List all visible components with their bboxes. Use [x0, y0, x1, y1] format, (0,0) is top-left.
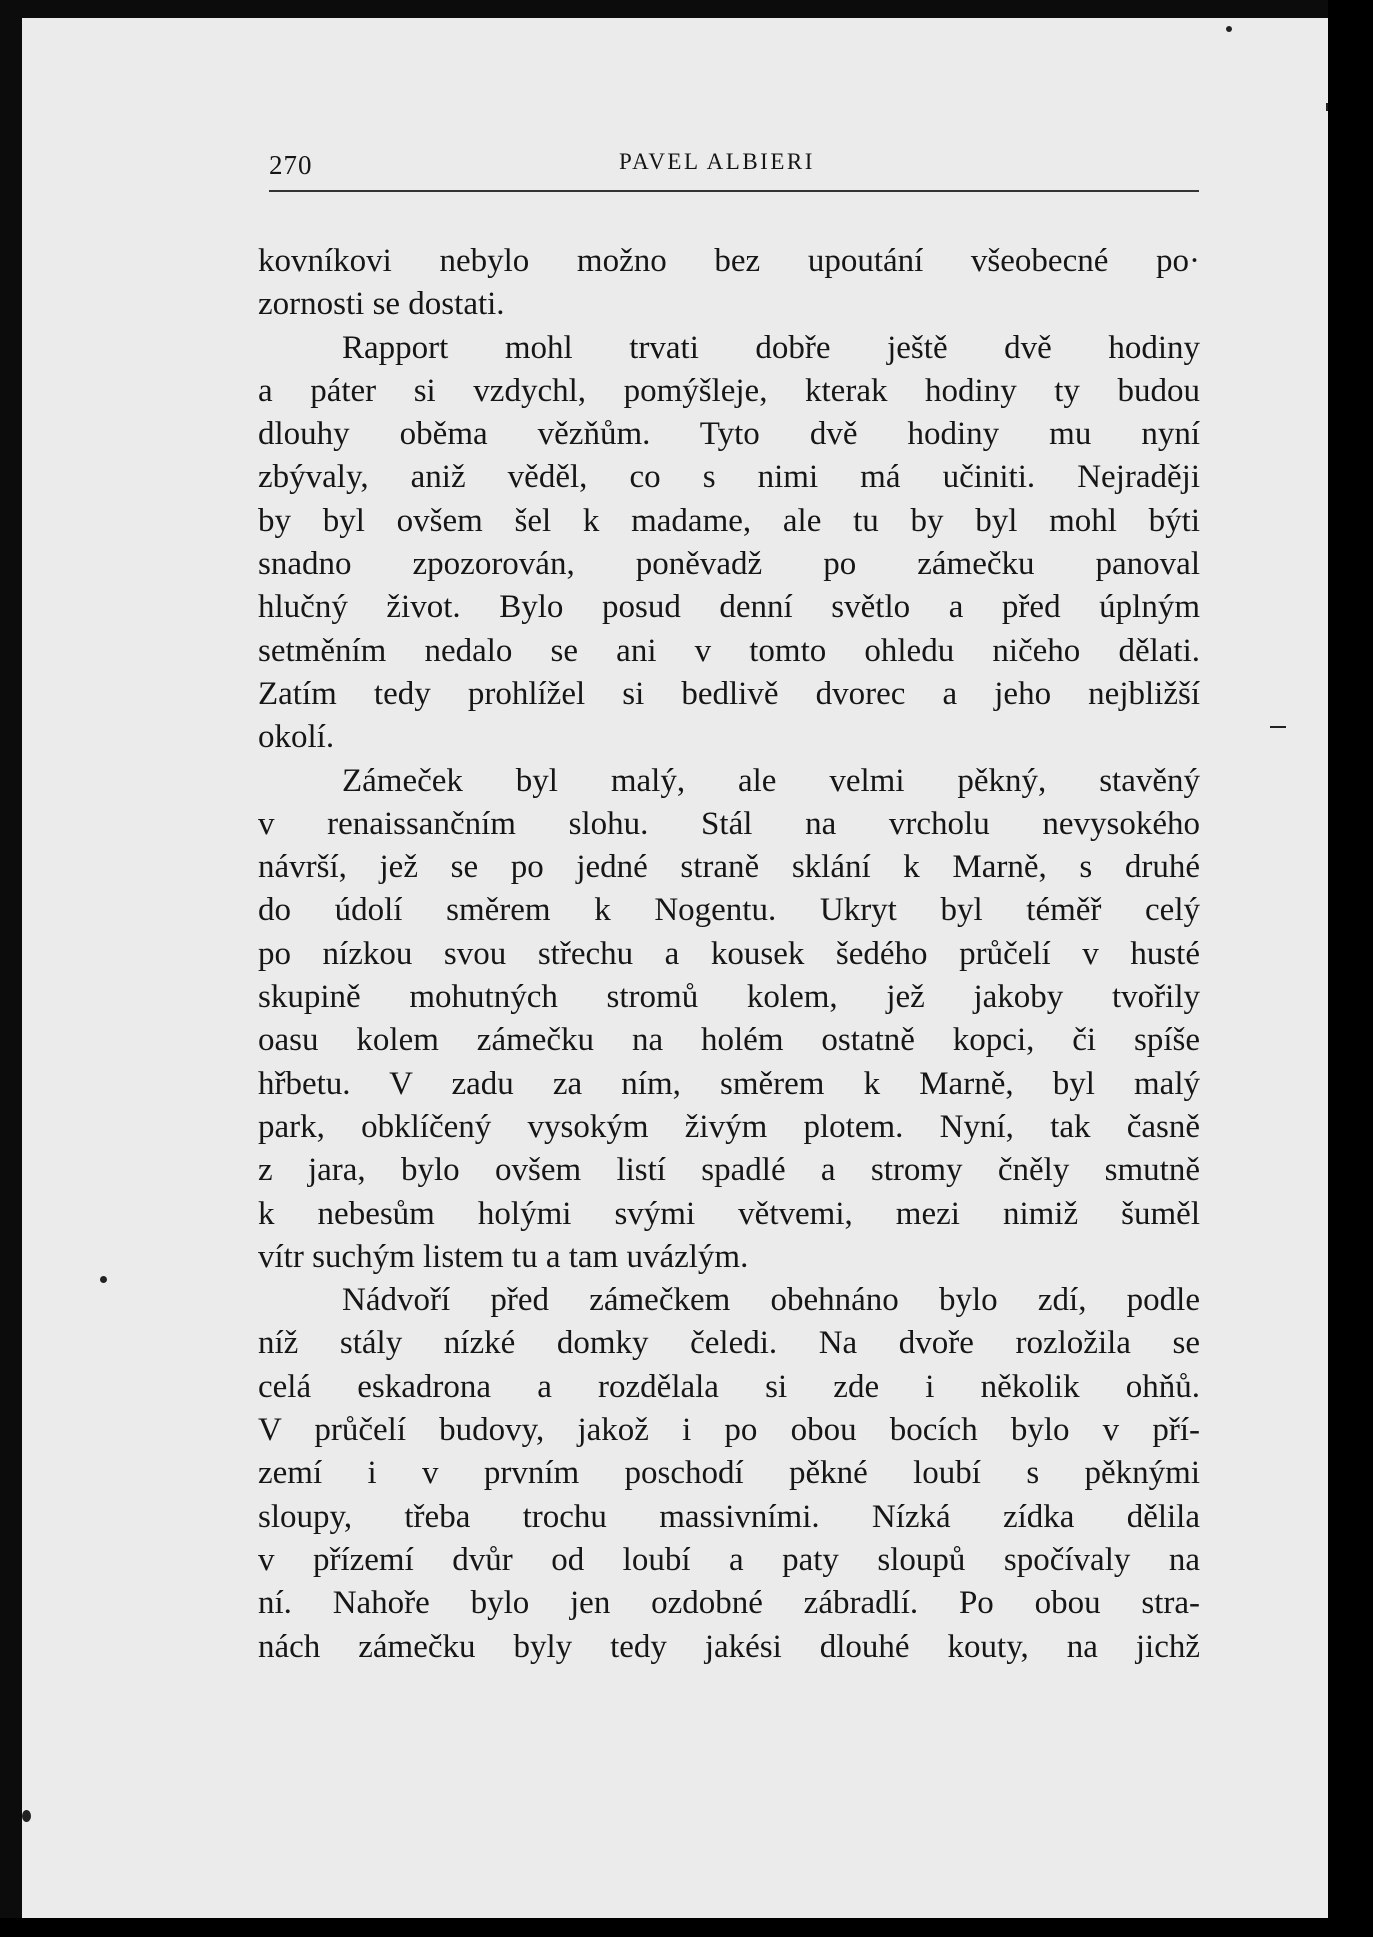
text-line: Rapport mohl trvati dobře ještě dvě hodiny — [342, 329, 1200, 366]
text-line: dlouhy oběma vězňům. Tyto dvě hodiny mu nyní — [258, 416, 1200, 453]
text-line: skupině mohutných stromů kolem, jež jakoby tvořily — [258, 979, 1200, 1016]
scan-border-bottom — [0, 1918, 1373, 1937]
text-line: a páter si vzdychl, pomýšleje, kterak hodiny ty budou — [258, 372, 1200, 409]
scan-speck — [22, 1810, 31, 1822]
text-line: Zámeček byl malý, ale velmi pěkný, stavěný — [342, 762, 1200, 799]
page-header — [269, 146, 1199, 188]
page-number: 270 — [269, 150, 313, 180]
text-line: v přízemí dvůr od loubí a paty sloupů spočívaly na — [258, 1541, 1200, 1578]
text-line: k nebesům holými svými větvemi, mezi nimiž šuměl — [258, 1195, 1200, 1232]
text-line: by byl ovšem šel k madame, ale tu by byl mohl býti — [258, 502, 1200, 539]
text-line: zornosti se dostati. — [258, 286, 505, 323]
running-title: PAVEL ALBIERI — [619, 149, 815, 174]
text-line: park, obklíčený vysokým živým plotem. Nyní, tak časně — [258, 1108, 1200, 1145]
body-text — [258, 240, 1200, 1669]
text-line: nách zámečku byly tedy jakési dlouhé kouty, na jichž — [258, 1628, 1200, 1665]
text-line: celá eskadrona a rozdělala si zde i několik ohňů. — [258, 1368, 1200, 1405]
text-line: Zatím tedy prohlížel si bedlivě dvorec a jeho nejbližší — [258, 675, 1200, 712]
scan-mark — [1270, 726, 1286, 728]
text-line: kovníkovi nebylo možno bez upoutání všeobecné po· — [258, 243, 1200, 279]
text-line: oasu kolem zámečku na holém ostatně kopci, či spíše — [258, 1022, 1200, 1059]
text-line: zbývaly, aniž věděl, co s nimi má učiniti. Nejraději — [258, 459, 1200, 496]
text-line: snadno zpozorován, poněvadž po zámečku panoval — [258, 546, 1200, 583]
text-line: vítr suchým listem tu a tam uvázlým. — [258, 1238, 749, 1275]
header-rule — [269, 190, 1199, 192]
text-line: okolí. — [258, 719, 335, 756]
text-line: po nízkou svou střechu a kousek šedého průčelí v husté — [258, 935, 1200, 972]
text-line: sloupy, třeba trochu massivními. Nízká zídka dělila — [258, 1498, 1200, 1535]
text-line: hřbetu. V zadu za ním, směrem k Marně, byl malý — [258, 1065, 1200, 1102]
book-page — [22, 18, 1350, 1918]
text-line: zemí i v prvním poschodí pěkné loubí s pěknými — [258, 1455, 1200, 1492]
text-line: hlučný život. Bylo posud denní světlo a před úplným — [258, 589, 1200, 626]
text-line: V průčelí budovy, jakož i po obou bocích bylo v pří- — [258, 1412, 1200, 1449]
text-line: v renaissančním slohu. Stál na vrcholu nevysokého — [258, 805, 1200, 842]
text-line: níž stály nízké domky čeledi. Na dvoře rozložila se — [258, 1325, 1200, 1362]
text-line: návrší, jež se po jedné straně sklání k Marně, s druhé — [258, 849, 1200, 886]
text-line: z jara, bylo ovšem listí spadlé a stromy čněly smutně — [258, 1152, 1200, 1189]
text-line: ní. Nahoře bylo jen ozdobné zábradlí. Po obou stra- — [258, 1585, 1200, 1622]
scan-speck — [1226, 26, 1232, 32]
scan-border-right — [1328, 0, 1373, 1937]
scan-speck — [100, 1276, 107, 1283]
text-line: do údolí směrem k Nogentu. Ukryt byl téměř celý — [258, 892, 1200, 929]
text-line: Nádvoří před zámečkem obehnáno bylo zdí, podle — [342, 1282, 1200, 1319]
text-line: setměním nedalo se ani v tomto ohledu ničeho dělati. — [258, 632, 1200, 669]
